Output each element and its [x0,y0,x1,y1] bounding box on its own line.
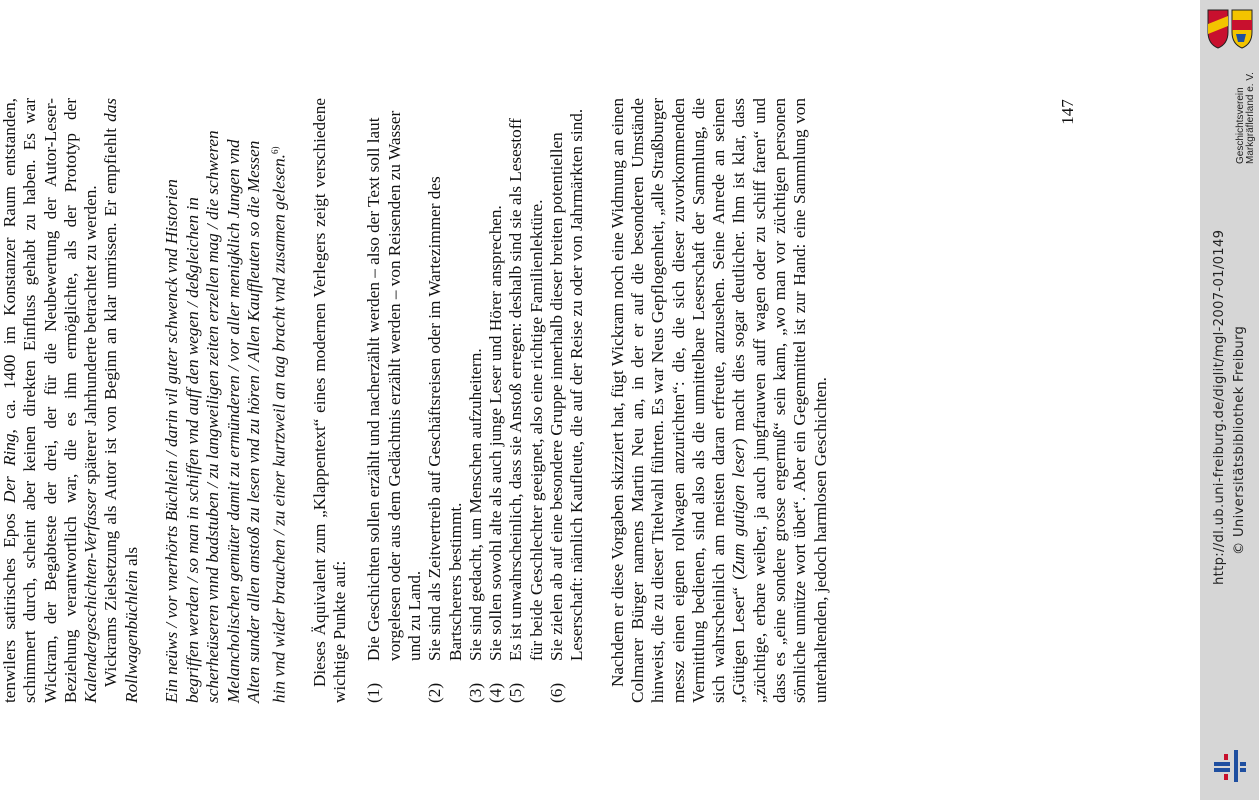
paragraph-2 [101,98,142,703]
copyright-notice: © Universitätsbibliothek Freiburg [1232,325,1247,555]
block-quote [162,123,290,703]
list-item [547,98,588,703]
list-number: (3) [465,682,485,703]
society-name-line1: Geschichtsverein [1235,87,1246,164]
spacer [350,98,364,703]
list-number: (2) [425,682,445,703]
list-text: Sie zielen ab auf eine besondere Gruppe innerhalb dieser breiten potentiellen Leserschaft: nämlich Kaufleute, die auf der Reise zu oder von Jahrmärkten sind. [547,108,587,661]
page-number: 147 [1058,99,1077,125]
paragraph-4-start: Nachdem er diese Vorgaben skizziert hat, fügt Wickram noch eine Widmung an einen Colmarer Bürger namens Martin Neu an, in der er auf die besonderen Umstände hinweist, die zu dieser Titelwahl führten. Es war Neus Gepflogenheit, „alle Straßburger messz einen eignen rollwagen anzurichten“: die, die sich dieser zuvorkommenden Vermittlung bedienen, sind also als die unmittelbare Leserschaft der Sammlung, die sich wahrscheinlich am meisten daran erfreute, anzusehen. Seine Anrede an seinen „Gütigen Leser“ ( [607,98,749,703]
ub-freiburg-logo-icon[interactable] [1210,748,1250,784]
paragraph-3: Dieses Äquivalent zum „Klappentext“ eines modernen Verlegers zeigt verschiedene wichtige Punkte auf: [309,98,350,703]
viewer-sidebar [1200,0,1259,800]
spacer [142,98,162,703]
paragraph-2-end: als [121,546,141,571]
list-item [506,98,547,703]
paragraph-1-end: späterer Jahrhunderte betrachtet zu werden. [81,185,101,489]
list-item [486,98,506,703]
spacer [588,98,608,703]
list-number: (1) [364,682,384,703]
paragraph-4 [608,98,831,703]
title-der-ring: Der Ring [0,433,19,504]
title-zum-gutigen-leser: Zum gutigen leser [729,444,749,575]
source-url-link[interactable]: http://dl.ub.uni-freiburg.de/diglit/mgl-2007-01/0149 [1212,229,1227,585]
list-item [425,98,466,703]
paragraph-4-end: ) macht dies sogar deutlicher. Ihm ist klar, dass „züchtige, erbare weiber, ja auch jungfrauwen auff wagen oder zu schiff faren“ und dass es „eine sondere grosse ergernuß“ sein kann, „wo man vor züchtigen personen sömliche unnütze wort übet“. Aber ein Gegenmittel ist zur Hand: eine Sammlung von unterhaltenden, jedoch harmlosen Geschichten. [729,98,830,703]
list-number: (4) [486,682,506,703]
list-text: Sie sind als Zeitvertreib auf Geschäftsreisen oder im Wartezimmer des Bartscherers bestimmt. [425,176,465,661]
spacer [290,98,310,703]
list-item [364,98,425,703]
list-number: (6) [547,682,567,703]
list-text: Sie sind gedacht, um Menschen aufzuheitern. [465,348,485,661]
paragraph-1-middle: , ca. 1400 im Konstanzer Raum entstanden, schimmert durch, scheint aber keinen direkten Einfluss gehabt zu haben. Es war Wickram, der Begabteste der drei, der für die Neubewertung der Autor-Leser-Beziehung verantwortlich war, die es ihm ermöglichte, als der Prototyp der [0,98,80,703]
title-rollwagenbuechlein: das Rollwagenbüchlein [101,98,141,703]
society-name-line2: Markgräflerland e. V. [1245,72,1256,164]
paragraph-1 [0,98,101,703]
numbered-points [364,98,587,703]
list-text: Es ist unwahrscheinlich, dass sie Anstoß erregen: deshalb sind sie als Lesestoff für beide Geschlechter geeignet, also eine richtige Familienlektüre. [506,118,546,661]
body-text [0,98,831,703]
list-number: (5) [506,682,526,703]
quote-text: Ein neüws / vor vnerhörts Büchlein / darin vil guter schwenck vnd Historien begriffen werden / so man in schiffen vnd auff den wegen / deßgleichen in scherheüseren vnnd badstuben / zu langweiligen zeiten erzellen mag / die schweren Melancholischen gemüter damit zu ermünderen / vor aller menigklich Jungen vnd Alten sunder allen anstoß zu lesen vnd zu hören / Allen Kauffleuten so die Messen hin vnd wider brauchen / zu einer kurtzweil an tag bracht vnd zusamen gelesen. [162,130,289,703]
coat-of-arms-icon [1206,8,1254,50]
list-text: Die Geschichten sollen erzählt und nacherzählt werden – also der Text soll laut vorgelesen oder aus dem Gedächtnis erzählt werden – von Reisenden zu Wasser und zu Land. [364,110,424,661]
list-item [466,98,486,703]
list-text: Sie sollen sowohl alte als auch junge Leser und Hörer ansprechen. [486,205,506,661]
term-kalendergeschichten: Kalendergeschichten-Verfasser [81,488,101,703]
paragraph-1-start: tenwilers satirisches Epos [0,503,19,703]
sidebar-rotated [1200,0,1259,800]
footnote-marker: 6) [269,146,280,155]
paragraph-2-start: Wickrams Zielsetzung als Autor ist von Beginn an klar umrissen. Er empfiehlt [101,121,121,687]
